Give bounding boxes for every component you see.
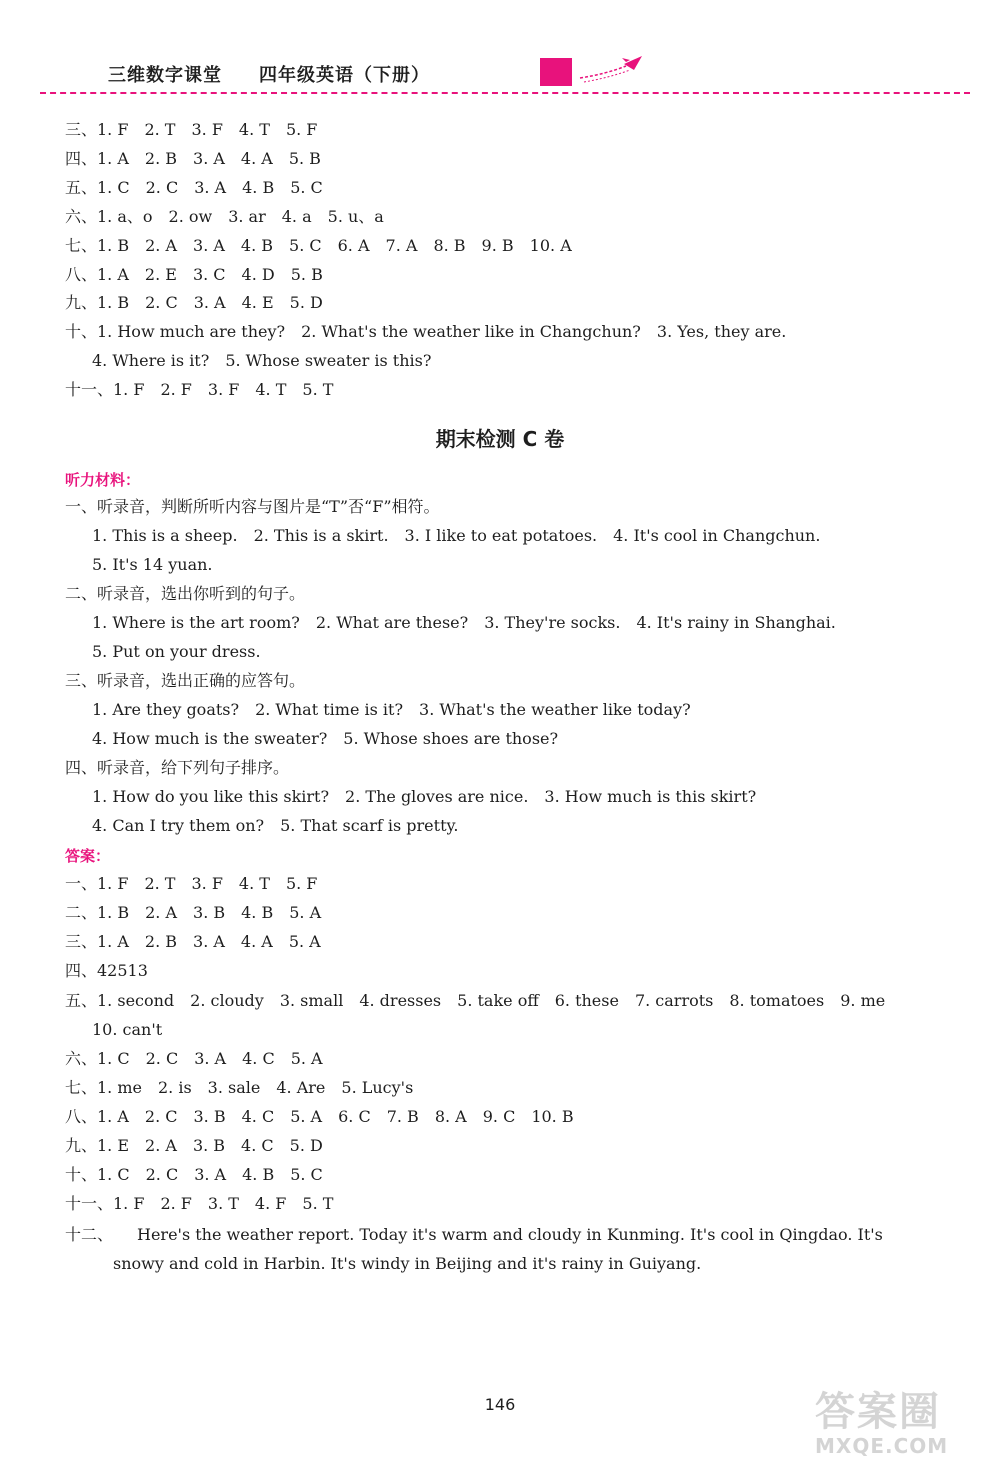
answer-line: 八、1. A 2. C 3. B 4. C 5. A 6. C 7. B 8. A 9. C 10. B — [65, 1107, 574, 1126]
answer-line: 九、1. E 2. A 3. B 4. C 5. D — [65, 1136, 323, 1155]
brand-block — [540, 58, 572, 86]
answer-line: 七、1. me 2. is 3. sale 4. Are 5. Lucy's — [65, 1078, 414, 1097]
answer-line: 十、1. How much are they? 2. What's the weather like in Changchun? 3. Yes, they are. — [65, 322, 787, 341]
answer-line: 十一、1. F 2. F 3. F 4. T 5. T — [65, 380, 334, 399]
answer-line: 4. Where is it? 5. Whose sweater is this? — [92, 351, 432, 370]
answer-line: 四、42513 — [65, 961, 148, 980]
answer-line: 八、1. A 2. E 3. C 4. D 5. B — [65, 265, 323, 284]
answer-line: 七、1. B 2. A 3. A 4. B 5. C 6. A 7. A 8. B 9. B 10. A — [65, 236, 572, 255]
book-title: 四年级英语（下册） — [259, 65, 430, 86]
answer-line: 10. can't — [92, 1020, 163, 1039]
rocket-icon — [576, 52, 646, 84]
answer-line: 九、1. B 2. C 3. A 4. E 5. D — [65, 293, 323, 312]
header-divider — [40, 92, 970, 94]
answer-line: 一、1. F 2. T 3. F 4. T 5. F — [65, 874, 318, 893]
watermark-logo — [815, 1390, 995, 1465]
listening-line: 5. Put on your dress. — [92, 642, 261, 661]
listening-line: 1. Are they goats? 2. What time is it? 3. What's the weather like today? — [92, 700, 691, 719]
answer-line: snowy and cold in Harbin. It's windy in Beijing and it's rainy in Guiyang. — [113, 1254, 702, 1273]
series-title: 三维数字课堂 — [108, 65, 222, 86]
watermark-url: MXQE.COM — [815, 1434, 949, 1458]
answer-line: 三、1. A 2. B 3. A 4. A 5. A — [65, 932, 321, 951]
section-title: 期末检测 C 卷 — [435, 427, 565, 451]
page-header — [0, 0, 1000, 100]
listening-line: 三、听录音，选出正确的应答句。 — [65, 671, 306, 690]
listening-line: 1. How do you like this skirt? 2. The gloves are nice. 3. How much is this skirt? — [92, 787, 757, 806]
page-number: 146 — [484, 1395, 516, 1414]
listening-line: 1. Where is the art room? 2. What are these? 3. They're socks. 4. It's rainy in Shanghai. — [92, 613, 836, 632]
answer-line: 六、1. C 2. C 3. A 4. C 5. A — [65, 1049, 323, 1068]
answer-line: 十二、 Here's the weather report. Today it's warm and cloudy in Kunming. It's cool in Qingdao. It's — [65, 1225, 883, 1244]
listening-line: 1. This is a sheep. 2. This is a skirt. 3. I like to eat potatoes. 4. It's cool in Changchun. — [92, 526, 821, 545]
answer-line: 五、1. C 2. C 3. A 4. B 5. C — [65, 178, 323, 197]
listening-label: 听力材料： — [65, 471, 141, 489]
listening-line: 二、听录音，选出你听到的句子。 — [65, 584, 306, 603]
watermark-text: 答案圈 — [815, 1389, 941, 1435]
listening-line: 一、听录音，判断所听内容与图片是“T”否“F”相符。 — [65, 497, 440, 516]
answer-line: 十、1. C 2. C 3. A 4. B 5. C — [65, 1165, 323, 1184]
answer-line: 四、1. A 2. B 3. A 4. A 5. B — [65, 149, 321, 168]
answer-line: 十一、1. F 2. F 3. T 4. F 5. T — [65, 1194, 334, 1213]
answers-label: 答案： — [65, 847, 111, 865]
answer-line: 六、1. a、o 2. ow 3. ar 4. a 5. u、a — [65, 207, 384, 226]
listening-line: 4. How much is the sweater? 5. Whose shoes are those? — [92, 729, 559, 748]
listening-line: 4. Can I try them on? 5. That scarf is pretty. — [92, 816, 459, 835]
answer-line: 五、1. second 2. cloudy 3. small 4. dresses 5. take off 6. these 7. carrots 8. tomatoes 9. me — [65, 991, 886, 1010]
listening-line: 5. It's 14 yuan. — [92, 555, 213, 574]
listening-line: 四、听录音，给下列句子排序。 — [65, 758, 290, 777]
answer-line: 三、1. F 2. T 3. F 4. T 5. F — [65, 120, 318, 139]
answer-line: 二、1. B 2. A 3. B 4. B 5. A — [65, 903, 322, 922]
